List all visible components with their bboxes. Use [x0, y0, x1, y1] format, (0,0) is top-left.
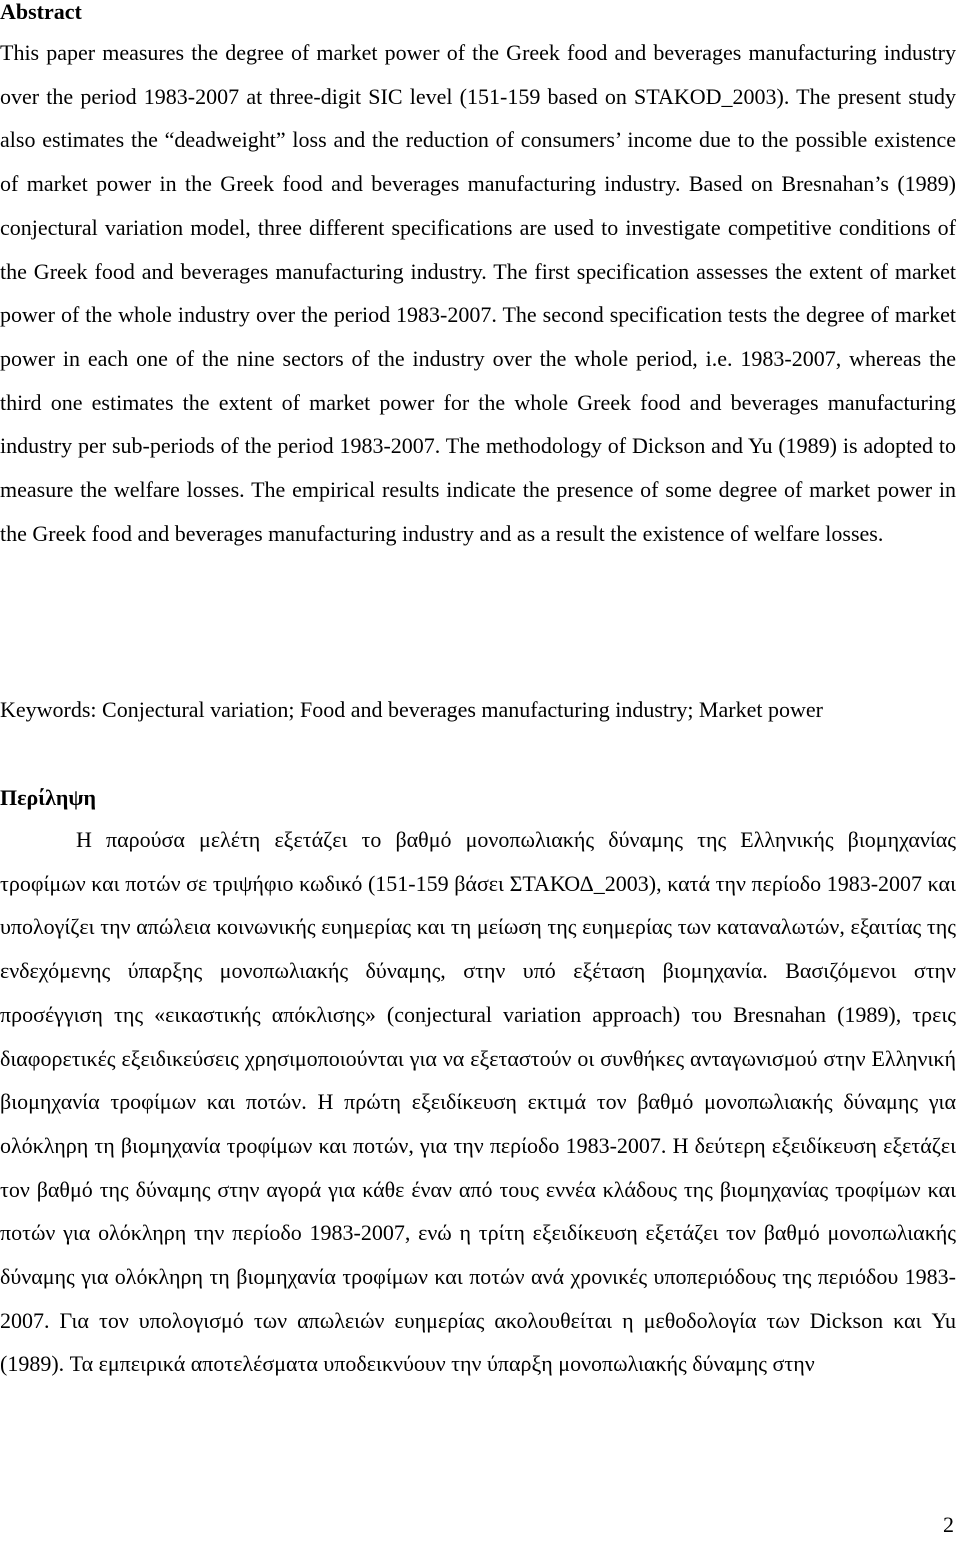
abstract-paragraph: This paper measures the degree of market power of the Greek food and beverages manufacturing industry over the period 1983-2007 at three-digit SIC level (151-159 based on STAKOD_2003). The present study also estimates the “deadweight” loss and the reduction of consumers’ income due to the possible existence of market power in the Greek food and beverages manufacturing industry. Based on Bresnahan’s (1989) conjectural variation model, three different specifications are used to investigate competitive conditions of the Greek food and beverages manufacturing industry. The first specification assesses the extent of market power of the whole industry over the period 1983-2007. The second specification tests the degree of market power in each one of the nine sectors of the industry over the whole period, i.e. 1983-2007, whereas the third one estimates the extent of market power for the whole Greek food and beverages manufacturing industry per sub-periods of the period 1983-2007. The methodology of Dickson and Yu (1989) is adopted to measure the welfare losses. The empirical results indicate the presence of some degree of market power in the Greek food and beverages manufacturing industry and as a result the existence of welfare losses. — [0, 40, 956, 546]
page-number: 2 — [943, 1512, 954, 1537]
keywords-line: Keywords: Conjectural variation; Food and beverages manufacturing industry; Market power — [0, 697, 823, 722]
greek-abstract-heading: Περίληψη — [0, 785, 97, 810]
greek-abstract-paragraph: Η παρούσα μελέτη εξετάζει το βαθμό μονοπωλιακής δύναμης της Ελληνικής βιομηχανίας τροφίμων και ποτών σε τριψήφιο κωδικό (151-159 βάσει ΣΤΑΚΟΔ_2003), κατά την περίοδο 1983-2007 και υπολογίζει την απώλεια κοινωνικής ευημερίας και τη μείωση της ευημερίας των καταναλωτών, εξαιτίας της ενδεχόμενης ύπαρξης μονοπωλιακής δύναμης, στην υπό εξέταση βιομηχανία. Βασιζόμενοι στην προσέγγιση της «εικαστικής απόκλισης» (conjectural variation approach) του Bresnahan (1989), τρεις διαφορετικές εξειδικεύσεις χρησιμοποιούνται για να εξεταστούν οι συνθήκες ανταγωνισμού στην Ελληνική βιομηχανία τροφίμων και ποτών. Η πρώτη εξειδίκευση εκτιμά τον βαθμό μονοπωλιακής δύναμης για ολόκληρη τη βιομηχανία τροφίμων και ποτών, για την περίοδο 1983-2007. Η δεύτερη εξειδίκευση εξετάζει τον βαθμό της δύναμης στην αγορά για κάθε έναν από τους εννέα κλάδους της βιομηχανίας τροφίμων και ποτών για ολόκληρη την περίοδο 1983-2007, ενώ η τρίτη εξειδίκευση εξετάζει τον βαθμό μονοπωλιακής δύναμης για ολόκληρη τη βιομηχανία τροφίμων και ποτών ανά χρονικές υποπεριόδους της περιόδου 1983-2007. Για τον υπολογισμό των απωλειών ευημερίας ακολουθείται η μεθοδολογία των Dickson και Yu (1989). Τα εμπειρικά αποτελέσματα υποδεικνύουν την ύπαρξη μονοπωλιακής δύναμης στην — [0, 827, 956, 1377]
abstract-heading: Abstract — [0, 0, 82, 24]
